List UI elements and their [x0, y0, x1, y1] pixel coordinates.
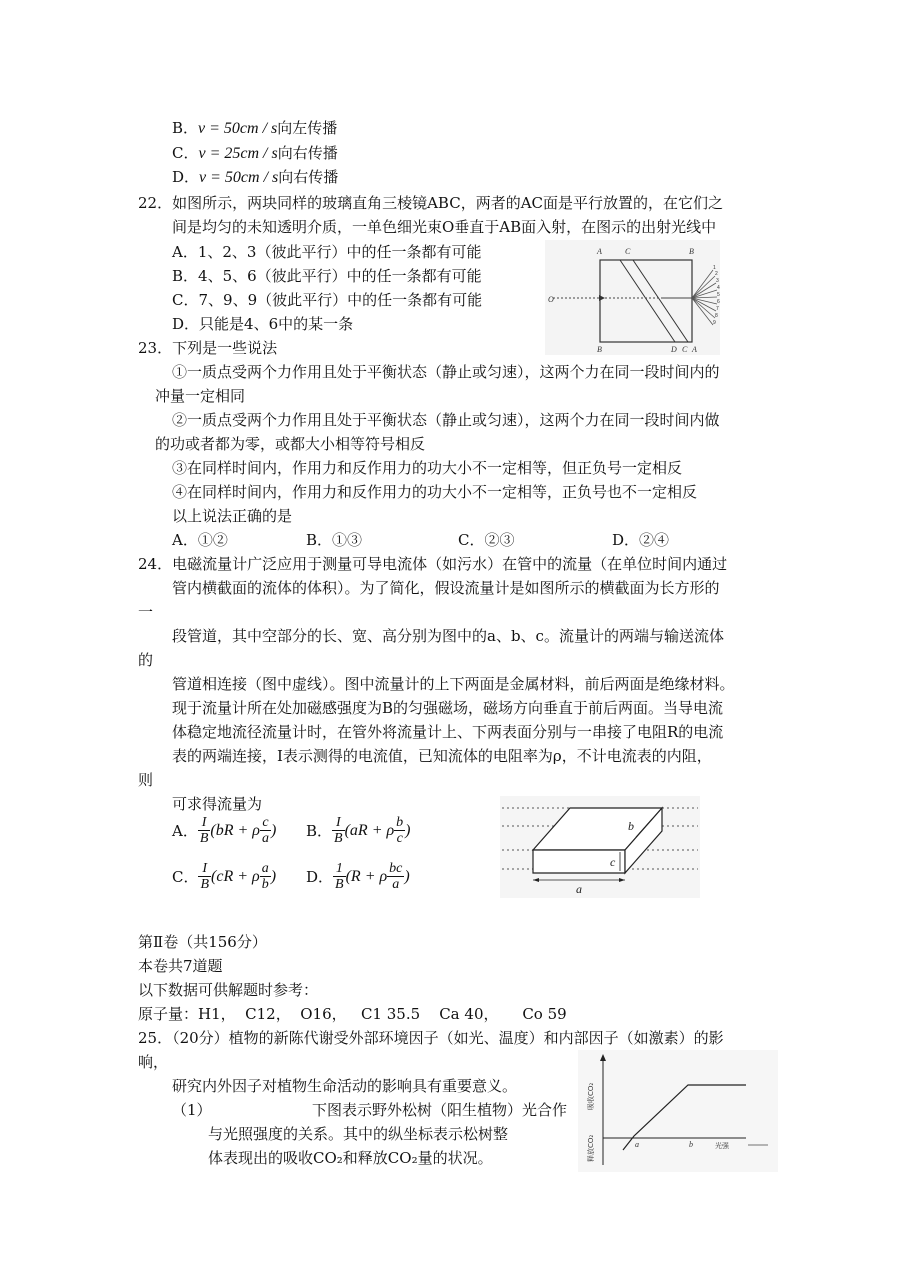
denominator: B [199, 831, 209, 846]
numerator: a [261, 861, 269, 876]
point-label: a [635, 1140, 639, 1149]
q23-option-a: A．①② [172, 531, 228, 549]
q24-stem-line3: 一 [138, 603, 154, 621]
denominator: c [396, 831, 403, 846]
q22-option-d: D．只能是4、6中的某一条 [172, 315, 354, 333]
part2-reference: 以下数据可供解题时参考： [138, 981, 319, 999]
q23-statement-2a: ②一质点受两个力作用且处于平衡状态（静止或匀速），这两个力在同一段时间内做 [172, 411, 720, 429]
q24-stem-line4: 段管道，其中空部分的长、宽、高分别为图中的a、b、c。流量计的两端与输送流体 [172, 627, 724, 645]
option-label: B． [306, 822, 333, 840]
q24-stem-line11: 可求得流量为 [172, 795, 263, 813]
q24-stem-line8: 体稳定地流径流量计时，在管外将流量计上、下两表面分别与一串接了电阻R的电流 [172, 723, 724, 741]
formula: v = 50cm / s [198, 120, 278, 137]
q21-option-d [172, 167, 338, 188]
point-label: b [689, 1140, 693, 1149]
option-label: D． [306, 868, 334, 886]
option-label: A． [172, 822, 198, 840]
ray-label: 2 [715, 271, 718, 277]
fraction [394, 815, 405, 846]
q21-option-b [172, 118, 337, 139]
q25-stem-line1: 25．（20分）植物的新陈代谢受外部环境因子（如光、温度）和内部因子（如激素）的影 [138, 1029, 724, 1047]
q24-stem-line6: 管道相连接（图中虚线）。图中流量计的上下两面是金属材料，前后两面是绝缘材料。 [172, 675, 735, 693]
part2-count: 本卷共7道题 [138, 957, 223, 975]
fraction [198, 861, 211, 892]
figure-label: B [689, 247, 694, 256]
fraction [260, 815, 271, 846]
q24-option-a [172, 815, 276, 846]
fraction [387, 861, 404, 892]
q22-stem-line1: 22．如图所示，两块同样的玻璃直角三棱镜ABC，两者的AC面是平行放置的，在它们之 [138, 194, 724, 212]
denominator: B [200, 877, 210, 892]
ray-label: 3 [716, 278, 719, 284]
fraction [198, 815, 211, 846]
ray-label: 8 [715, 313, 718, 319]
option-text: 向右传播 [278, 168, 339, 186]
q22-option-a: A．1、2、3（彼此平行）中的任一条都有可能 [172, 243, 482, 261]
y-axis-label-top: 吸收CO₂ [587, 1082, 595, 1110]
q25-part1-label: （1） [172, 1101, 212, 1119]
denominator: B [334, 831, 343, 846]
figure-label: C [682, 345, 688, 354]
y-axis-label-bottom: 释放CO₂ [587, 1134, 595, 1162]
ray-label: 7 [716, 306, 719, 312]
numerator: I [198, 815, 211, 831]
figure-label: D [671, 345, 677, 354]
q23-title: 23．下列是一些说法 [138, 339, 278, 357]
q22-option-c: C．7、9、9（彼此平行）中的任一条都有可能 [172, 291, 483, 309]
expression: ) [404, 867, 410, 885]
numerator: I [332, 815, 345, 831]
option-label: D． [172, 168, 200, 186]
ray-label: 6 [717, 299, 720, 305]
option-label: C． [172, 868, 199, 886]
fraction [332, 815, 345, 846]
part2-heading: 第Ⅱ卷（共156分） [138, 933, 267, 951]
option-text: 向右传播 [277, 144, 338, 162]
expression: ) [270, 821, 277, 839]
formula: v = 50cm / s [199, 169, 279, 186]
q25-part1-line3: 体表现出的吸收CO₂和释放CO₂量的状况。 [208, 1149, 493, 1167]
q24-stem-line7: 现于流量计所在处加磁感强度为B的匀强磁场，磁场方向垂直于前后两面。当导电流 [172, 699, 724, 717]
q23-option-d: D．②④ [612, 531, 670, 549]
q24-option-c [172, 861, 276, 892]
figure-label: A [692, 345, 697, 354]
q23-statement-1a: ①一质点受两个力作用且处于平衡状态（静止或匀速），这两个力在同一段时间内的 [172, 363, 720, 381]
option-label: C． [172, 144, 199, 162]
ray-label: 5 [717, 292, 720, 298]
denominator: a [392, 877, 400, 892]
figure-label: A [597, 247, 602, 256]
dimension-label: a [576, 882, 582, 896]
q24-option-d [306, 861, 410, 892]
photosynthesis-graph [578, 1050, 778, 1172]
x-axis-label: 光强 [715, 1142, 729, 1150]
q24-option-b [306, 815, 411, 846]
q23-prompt: 以上说法正确的是 [172, 507, 293, 525]
option-label: B． [172, 119, 199, 137]
flowmeter-figure [500, 796, 700, 898]
prism-figure [545, 240, 720, 355]
ray-label: 4 [717, 285, 720, 291]
expression: (aR + ρ [344, 821, 395, 839]
numerator: b [396, 815, 404, 830]
atomic-masses: 原子量：H1， C12， O16， C1 35.5 Ca 40， Co 59 [138, 1005, 567, 1023]
ray-label: 1 [713, 265, 716, 271]
formula: v = 25cm / s [198, 145, 278, 162]
denominator: B [335, 877, 344, 892]
q25-part1-text: 下图表示野外松树（阳生植物）光合作 [312, 1101, 568, 1119]
fraction [333, 861, 346, 892]
expression: (cR + ρ [211, 867, 260, 885]
figure-label: C [625, 247, 631, 256]
q22-stem-line2: 间是均匀的未知透明介质，一单色细光束O垂直于AB面入射，在图示的出射光线中 [172, 218, 717, 236]
q21-option-c [172, 143, 338, 164]
ray-label: 9 [713, 320, 716, 326]
expression: ) [270, 867, 277, 885]
q25-stem-line2: 响， [138, 1053, 169, 1071]
expression: ) [405, 821, 411, 839]
numerator: 1 [333, 861, 346, 877]
numerator: bc [389, 861, 403, 876]
denominator: a [261, 831, 269, 846]
dimension-label: c [610, 855, 616, 869]
expression: (bR + ρ [210, 821, 260, 839]
fraction [260, 861, 271, 892]
q23-statement-4: ④在同样时间内，作用力和反作用力的功大小不一定相等，正负号也不一定相反 [172, 483, 698, 501]
numerator: I [198, 861, 211, 877]
q25-stem-line3: 研究内外因子对植物生命活动的影响具有重要意义。 [172, 1077, 518, 1095]
q23-option-c: C．②③ [458, 531, 515, 549]
q25-part1-line2: 与光照强度的关系。其中的纵坐标表示松树整 [208, 1125, 509, 1143]
option-text: 向左传播 [277, 119, 338, 137]
q24-stem-line1: 24．电磁流量计广泛应用于测量可导电流体（如污水）在管中的流量（在单位时间内通过 [138, 555, 728, 573]
q24-stem-line5: 的 [138, 651, 154, 669]
expression: (R + ρ [345, 867, 388, 885]
numerator: c [260, 815, 271, 831]
q23-statement-3: ③在同样时间内，作用力和反作用力的功大小不一定相等，但正负号一定相反 [172, 459, 683, 477]
q24-stem-line10: 则 [138, 771, 154, 789]
denominator: b [261, 877, 269, 892]
q24-stem-line9: 表的两端连接，I表示测得的电流值，已知流体的电阻率为ρ，不计电流表的内阻， [172, 747, 712, 765]
dimension-label: b [628, 819, 634, 833]
q23-option-b: B．①③ [306, 531, 363, 549]
q22-option-b: B．4、5、6（彼此平行）中的任一条都有可能 [172, 267, 482, 285]
figure-label: B [597, 345, 602, 354]
figure-label: O [548, 295, 554, 304]
q23-statement-1b: 冲量一定相同 [155, 387, 246, 405]
q24-stem-line2: 管内横截面的流体的体积）。为了简化，假设流量计是如图所示的横截面为长方形的 [172, 579, 720, 597]
q23-statement-2b: 的功或者都为零，或都大小相等符号相反 [155, 435, 426, 453]
